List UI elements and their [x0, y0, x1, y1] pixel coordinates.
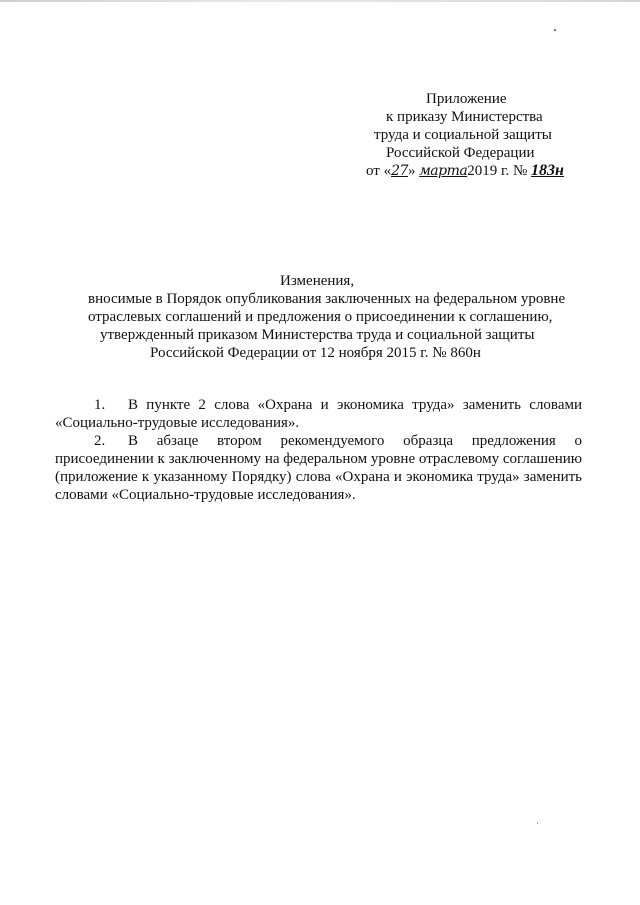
title-line-3: утвержденный приказом Министерства труда и социальной защиты	[100, 327, 535, 343]
document-title	[60, 272, 620, 362]
date-day-handwritten: 27	[391, 163, 408, 179]
item-number: 2.	[94, 433, 106, 449]
item-text: В абзаце втором рекомендуемого образца предложения о присоединении к заключенному на федеральном уровне отраслевому соглашению (приложение к указанному Порядку) слова «Охрана и экономика труда» заменить словами «Социально-трудовые исследования».	[55, 433, 582, 503]
appendix-ministry: труда и социальной защиты	[374, 127, 552, 143]
scan-edge	[0, 0, 640, 2]
appendix-order-ref: к приказу Министерства	[386, 109, 543, 125]
item-number: 1.	[94, 397, 106, 413]
order-number-handwritten: 183н	[531, 162, 564, 179]
item-text: В пункте 2 слова «Охрана и экономика труда» заменить словами «Социально-трудовые исследования».	[55, 397, 582, 431]
appendix-block	[340, 90, 600, 180]
appendix-label: Приложение	[426, 91, 507, 107]
list-item	[55, 432, 582, 504]
date-year: 2019 г. №	[467, 163, 528, 179]
scan-speck	[554, 29, 556, 31]
title-line-1: вносимые в Порядок опубликования заключенных на федеральном уровне	[88, 291, 566, 307]
list-item	[55, 396, 582, 432]
scan-speck	[537, 822, 538, 824]
title-line-4: Российской Федерации от 12 ноября 2015 г. № 860н	[150, 345, 481, 361]
appendix-date-line	[340, 162, 600, 180]
title-line-2: отраслевых соглашений и предложения о присоединении к соглашению,	[88, 309, 553, 325]
date-month-handwritten: марта	[419, 163, 468, 179]
date-quote-close: »	[407, 163, 416, 179]
appendix-country: Российской Федерации	[386, 145, 535, 161]
title-heading: Изменения,	[280, 273, 355, 289]
document-body	[55, 396, 582, 504]
date-prefix: от «	[366, 163, 392, 179]
